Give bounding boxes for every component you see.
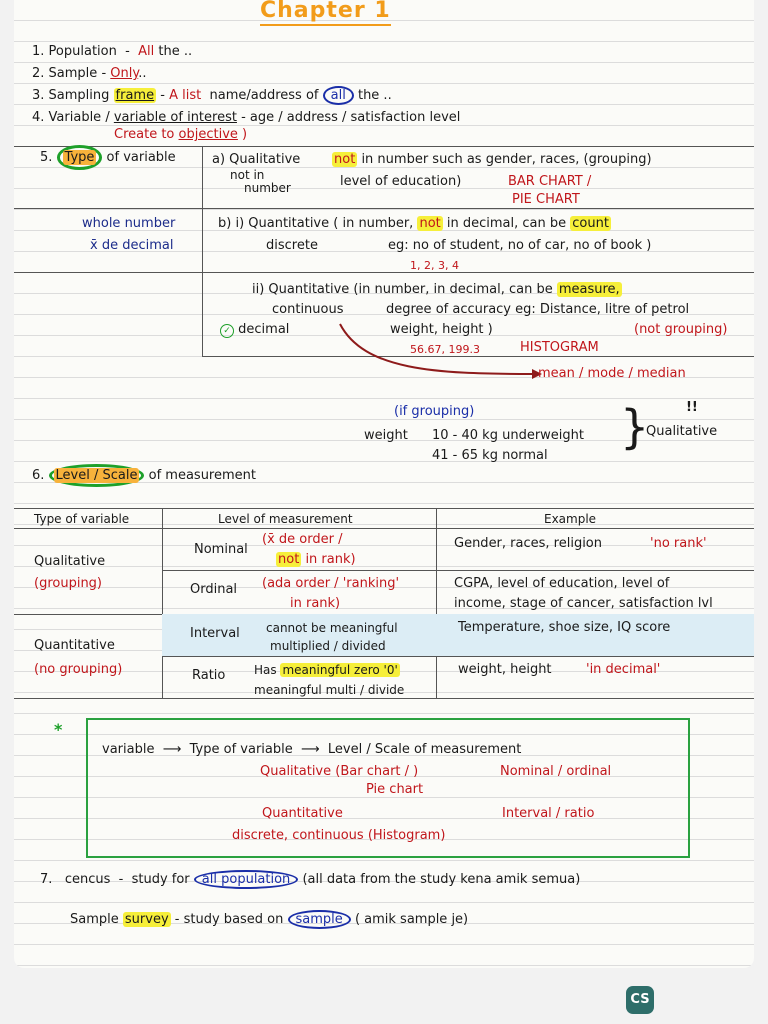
summary-interval: Interval / ratio [502, 806, 595, 821]
star-icon: * [54, 720, 63, 739]
divider [14, 528, 754, 529]
col-example: Example [544, 512, 597, 526]
continuous-numbers: 56.67, 199.3 [410, 343, 480, 356]
summary-line-1: variable ⟶ Type of variable ⟶ Level / Scale of measurement [102, 742, 522, 757]
ratio-desc: Has meaningful zero '0' [254, 663, 398, 677]
ordinal-example2: income, stage of cancer, satisfaction lvl [454, 596, 713, 611]
note-number: number [244, 181, 291, 195]
ratio-example: weight, height [458, 662, 552, 677]
weight-label: weight [364, 428, 408, 443]
section-7-line1: 7. cencus - study for all population (all data from the study kena amik semua) [40, 872, 581, 887]
interval-desc: cannot be meaningful [266, 621, 398, 635]
bar-chart-label: BAR CHART / [508, 174, 592, 189]
decimal-check: ✓ decimal [220, 322, 289, 338]
item-4: 4. Variable / variable of interest - age / address / satisfaction level [32, 110, 461, 125]
col-level: Level of measurement [218, 512, 353, 526]
not-grouping: (not grouping) [634, 322, 728, 337]
level-education: level of education) [340, 174, 462, 189]
ordinal: Ordinal [190, 582, 238, 597]
summary-nominal: Nominal / ordinal [500, 764, 612, 779]
summary-discrete: discrete, continuous (Histogram) [232, 828, 446, 843]
item-2: 2. Sample - Only.. [32, 66, 147, 81]
qualitative-line: a) Qualitative [212, 152, 301, 167]
check-icon: ✓ [220, 324, 234, 338]
divider [436, 508, 437, 698]
ratio: Ratio [192, 668, 226, 683]
divider [14, 698, 754, 699]
section-7-line2: Sample survey - study based on sample ( amik sample je) [70, 912, 469, 927]
quantitative-discrete: b) i) Quantitative ( in number, not in decimal, can be count [218, 216, 609, 231]
exclaim: !! [686, 400, 698, 415]
nominal-example: Gender, races, religion [454, 536, 603, 551]
continuous-example: degree of accuracy eg: Distance, litre of petrol [386, 302, 690, 317]
row-quantitative: Quantitative [34, 638, 115, 653]
continuous-label: continuous [272, 302, 344, 317]
arrow-to-mean [14, 0, 754, 400]
nominal-desc2: not in rank) [278, 552, 356, 567]
nominal-no-rank: 'no rank' [650, 536, 707, 551]
brace: } [620, 400, 650, 454]
summary-quantitative: Quantitative [262, 806, 343, 821]
note-not-in: not in [230, 168, 265, 182]
section-5-heading: 5. Type of variable [40, 150, 176, 166]
pie-chart-label: PIE CHART [512, 192, 580, 207]
summary-pie: Pie chart [366, 782, 424, 797]
divider [14, 508, 754, 509]
ordinal-desc: (ada order / 'ranking' [262, 576, 400, 591]
summary-qualitative: Qualitative (Bar chart / ) [260, 764, 419, 779]
col-type: Type of variable [34, 512, 130, 526]
camscanner-badge-icon: CS [626, 986, 654, 1014]
page-title: Chapter 1 [260, 0, 391, 26]
item-4-note: Create to objective ) [114, 127, 248, 142]
ratio-desc2: meaningful multi / divide [254, 683, 405, 697]
if-grouping: (if grouping) [394, 404, 475, 419]
no-decimal: x̄ de decimal [90, 238, 174, 253]
interval-desc2: multiplied / divided [270, 639, 386, 653]
range-underweight: 10 - 40 kg underweight [432, 428, 584, 443]
qualitative-result: Qualitative [646, 424, 718, 439]
item-1: 1. Population - All the .. [32, 44, 193, 59]
nominal: Nominal [194, 542, 248, 557]
item-3: 3. Sampling frame - A list name/address of all the .. [32, 88, 392, 103]
section-6-heading: 6. Level / Scale of measurement [32, 468, 256, 484]
divider [162, 656, 754, 657]
discrete-numbers: 1, 2, 3, 4 [410, 259, 459, 272]
ordinal-desc2: in rank) [290, 596, 341, 611]
whole-number: whole number [82, 216, 176, 231]
range-normal: 41 - 65 kg normal [432, 448, 548, 463]
ordinal-example: CGPA, level of education, level of [454, 576, 670, 591]
nominal-desc: (x̄ de order / [262, 532, 343, 547]
interval: Interval [190, 626, 240, 641]
note-page [14, 0, 754, 968]
row-qualitative: Qualitative [34, 554, 106, 569]
weight-height: weight, height ) [390, 322, 493, 337]
discrete-example: eg: no of student, no of car, no of book ) [388, 238, 652, 253]
divider [162, 570, 754, 571]
ratio-in-decimal: 'in decimal' [586, 662, 661, 677]
interval-example: Temperature, shoe size, IQ score [458, 620, 671, 635]
discrete-label: discrete [266, 238, 318, 253]
row-grouping: (grouping) [34, 576, 103, 591]
divider [162, 508, 163, 698]
row-no-grouping: (no grouping) [34, 662, 123, 677]
quantitative-continuous: ii) Quantitative (in number, in decimal, can be measure, [252, 282, 620, 297]
mean-mode-median: mean / mode / median [538, 366, 686, 381]
qualitative-desc: not in number such as gender, races, (grouping) [334, 152, 652, 167]
histogram-label: HISTOGRAM [520, 340, 599, 355]
